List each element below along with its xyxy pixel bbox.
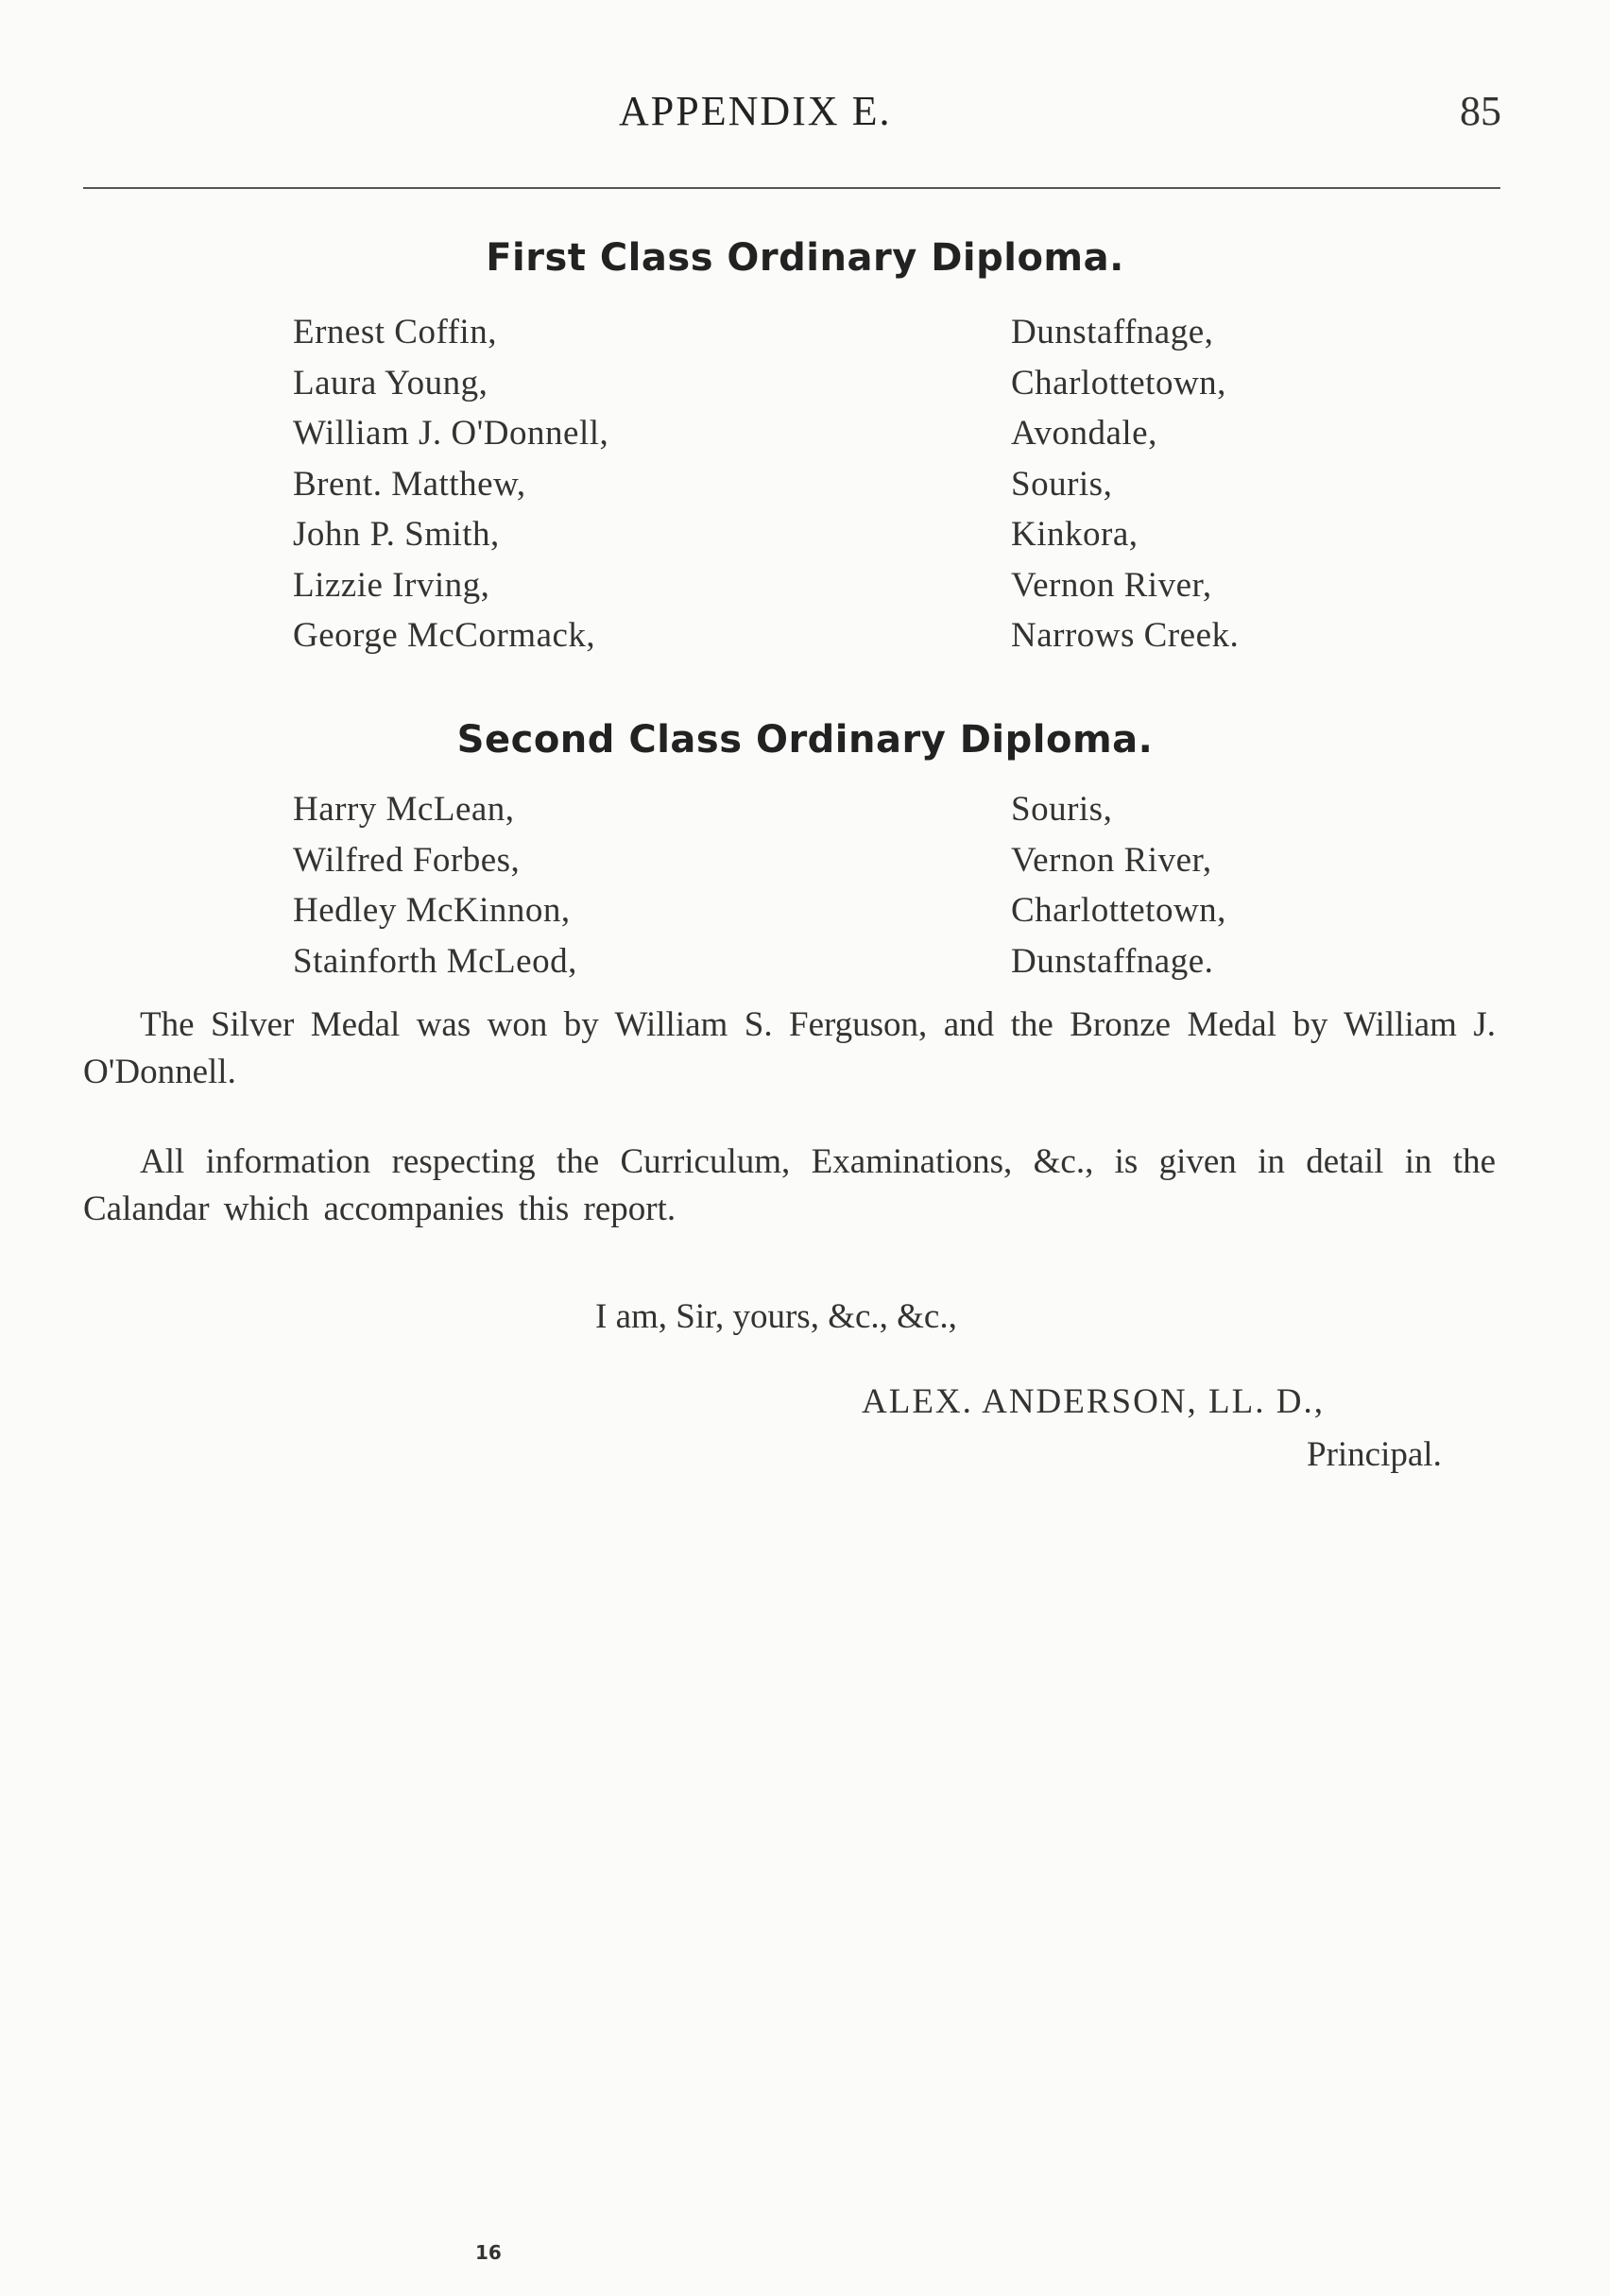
second-class-roster xyxy=(0,789,1610,991)
graduate-name: William J. O'Donnell, xyxy=(293,414,609,453)
first-class-heading: First Class Ordinary Diploma. xyxy=(486,236,1124,280)
roster-row xyxy=(0,840,1610,891)
graduate-place: Avondale, xyxy=(1011,414,1157,453)
graduate-name: Ernest Coffin, xyxy=(293,313,497,351)
graduate-name: George McCormack, xyxy=(293,616,596,655)
graduate-place: Vernon River, xyxy=(1011,565,1212,605)
signature-title: Principal. xyxy=(1307,1435,1442,1474)
roster-row xyxy=(0,789,1610,840)
graduate-name: Wilfred Forbes, xyxy=(293,840,521,880)
graduate-name: Stainforth McLeod, xyxy=(293,941,577,981)
graduate-name: John P. Smith, xyxy=(293,515,500,554)
roster-row xyxy=(0,363,1610,414)
graduate-place: Kinkora, xyxy=(1011,515,1139,554)
roster-row xyxy=(0,413,1610,464)
graduate-name: Brent. Matthew, xyxy=(293,464,526,504)
information-paragraph: All information respecting the Curriculum, Examinations, &c., is given in detail in the Calandar which accompanies this report. xyxy=(83,1142,1496,1228)
closing-salutation: I am, Sir, yours, &c., &c., xyxy=(595,1297,957,1336)
graduate-place: Narrows Creek. xyxy=(1011,616,1240,655)
appendix-title: APPENDIX E. xyxy=(619,88,892,134)
graduate-place: Souris, xyxy=(1011,464,1113,504)
roster-row xyxy=(0,941,1610,992)
roster-row xyxy=(0,514,1610,565)
signature-name: ALEX. ANDERSON, LL. D., xyxy=(862,1382,1325,1421)
graduate-place: Souris, xyxy=(1011,790,1113,829)
graduate-place: Vernon River, xyxy=(1011,840,1212,880)
graduate-name: Lizzie Irving, xyxy=(293,565,490,605)
graduate-name: Hedley McKinnon, xyxy=(293,891,571,930)
roster-row xyxy=(0,565,1610,616)
medals-paragraph: The Silver Medal was won by William S. Ferguson, and the Bronze Medal by William J. O'Donnell. xyxy=(83,1005,1496,1091)
graduate-place: Dunstaffnage, xyxy=(1011,313,1214,351)
roster-row xyxy=(0,615,1610,666)
graduate-name: Laura Young, xyxy=(293,363,488,403)
graduate-place: Charlottetown, xyxy=(1011,363,1226,403)
printer-signature-mark: 16 xyxy=(475,2241,502,2264)
header-rule xyxy=(83,187,1500,189)
roster-row xyxy=(0,890,1610,941)
page-number: 85 xyxy=(1460,88,1501,134)
graduate-place: Charlottetown, xyxy=(1011,891,1226,930)
first-class-roster xyxy=(0,312,1610,666)
roster-row xyxy=(0,464,1610,515)
graduate-place: Dunstaffnage. xyxy=(1011,941,1214,981)
running-head xyxy=(0,87,1610,144)
second-class-heading: Second Class Ordinary Diploma. xyxy=(456,718,1154,762)
roster-row xyxy=(0,312,1610,363)
graduate-name: Harry McLean, xyxy=(293,790,515,829)
